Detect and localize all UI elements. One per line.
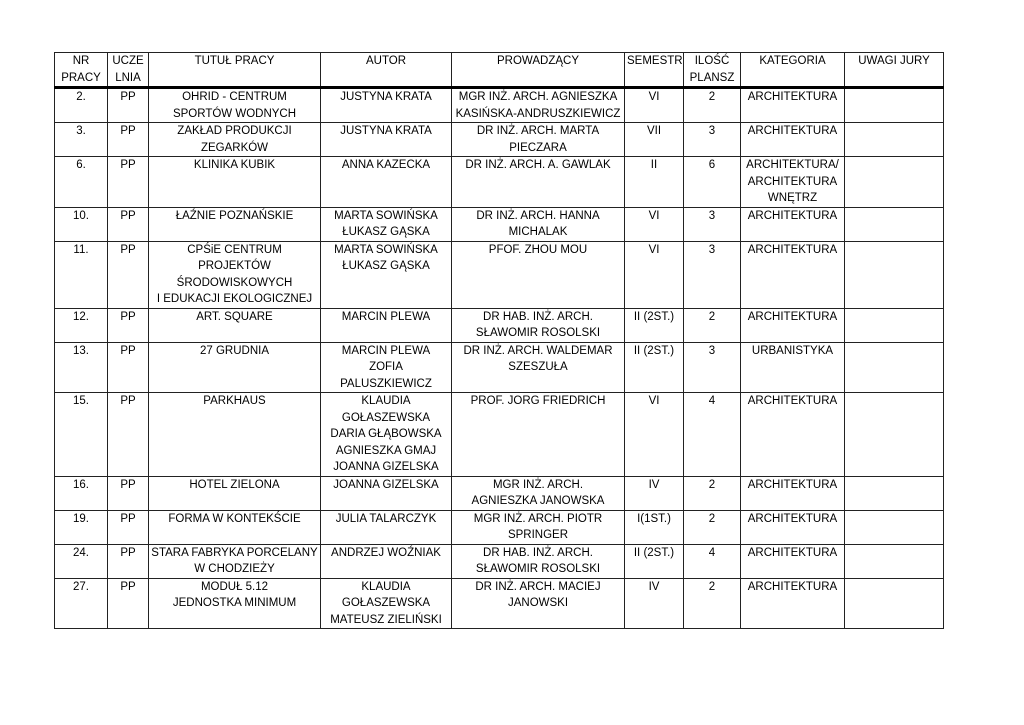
table-row	[55, 510, 944, 544]
cell-text-line: W CHODZIEŻY	[194, 563, 275, 575]
header-text: NR	[72, 55, 90, 67]
cell-uwagi	[845, 308, 944, 342]
cell-text-line: PALUSZKIEWICZ	[340, 377, 432, 390]
cell-text-line: PROJEKTÓW	[198, 260, 271, 272]
header-autor	[321, 53, 452, 88]
cell-text-line: PIECZARA	[509, 141, 567, 154]
cell-text-line: I EDUKACJI EKOLOGICZNEJ	[156, 293, 313, 305]
cell-nr: 24.	[55, 544, 108, 578]
cell-uczelnia: PP	[108, 241, 149, 308]
cell-text-line: GOŁASZEWSKA	[341, 411, 431, 424]
cell-text-line: PFOF. ZHOU MOU	[488, 243, 588, 256]
cell-text-line: ARCHITEKTURA	[747, 243, 838, 256]
header-text: UCZE	[112, 55, 144, 67]
cell-text-line: GOŁASZEWSKA	[341, 597, 431, 609]
cell-tytul	[149, 88, 321, 123]
cell-prowadzacy	[452, 578, 625, 629]
cell-uwagi	[845, 544, 944, 578]
cell-semestr: VII	[625, 123, 684, 157]
cell-text-line: AGNIESZKA GMAJ	[335, 444, 437, 457]
cell-kategoria	[741, 476, 845, 510]
header-text: AUTOR	[365, 55, 407, 67]
cell-kategoria	[741, 88, 845, 123]
cell-text-line: ŁUKASZ GĄSKA	[342, 226, 430, 238]
cell-ilosc: 2	[684, 476, 741, 510]
cell-autor	[321, 308, 452, 342]
cell-text-line: DR INŻ. ARCH. WALDEMAR	[463, 344, 613, 357]
table-row	[55, 308, 944, 342]
cell-text-line: SZESZUŁA	[508, 361, 568, 373]
cell-tytul	[149, 544, 321, 578]
cell-prowadzacy	[452, 88, 625, 123]
cell-text-line: ZEGARKÓW	[200, 141, 269, 154]
cell-uczelnia: PP	[108, 123, 149, 157]
table-row	[55, 342, 944, 393]
cell-ilosc: 6	[684, 157, 741, 208]
cell-tytul	[149, 157, 321, 208]
cell-nr: 11.	[55, 241, 108, 308]
cell-text-line: SPRINGER	[507, 529, 569, 541]
cell-text-line: ARCHITEKTURA	[747, 546, 838, 559]
cell-ilosc: 3	[684, 207, 741, 241]
cell-nr: 13.	[55, 342, 108, 393]
cell-text-line: FORMA W KONTEKŚCIE	[168, 512, 301, 525]
cell-kategoria	[741, 544, 845, 578]
cell-uwagi	[845, 393, 944, 477]
cell-text-line: ANDRZEJ WOŹNIAK	[331, 546, 441, 559]
table-body	[55, 88, 944, 629]
cell-text-line: DR INŻ. ARCH. MARTA	[476, 125, 600, 137]
cell-text-line: JOANNA GIZELSKA	[333, 461, 439, 473]
cell-semestr: VI	[625, 241, 684, 308]
cell-nr: 2.	[55, 88, 108, 123]
cell-text-line: MATEUSZ ZIELIŃSKI	[330, 613, 442, 626]
cell-tytul	[149, 510, 321, 544]
header-uczelnia	[108, 53, 149, 88]
cell-autor	[321, 157, 452, 208]
cell-uwagi	[845, 207, 944, 241]
cell-prowadzacy	[452, 123, 625, 157]
cell-nr: 10.	[55, 207, 108, 241]
cell-text-line: ARCHITEKTURA	[747, 91, 838, 103]
header-kategoria	[741, 53, 845, 88]
cell-text-line: ANNA KAZECKA	[341, 159, 431, 171]
cell-prowadzacy	[452, 393, 625, 477]
cell-kategoria	[741, 157, 845, 208]
cell-uczelnia: PP	[108, 157, 149, 208]
cell-text-line: DR HAB. INŻ. ARCH.	[483, 310, 593, 323]
table-row	[55, 123, 944, 157]
cell-tytul	[149, 342, 321, 393]
cell-tytul	[149, 393, 321, 477]
cell-text-line: DARIA GŁĄBOWSKA	[330, 428, 442, 440]
header-text: PROWADZĄCY	[497, 55, 579, 67]
cell-semestr: II (2ST.)	[625, 544, 684, 578]
cell-uczelnia: PP	[108, 578, 149, 629]
header-text: ILOŚĆ	[694, 55, 730, 67]
cell-text-line: ARCHITEKTURA	[747, 125, 838, 137]
cell-semestr: VI	[625, 88, 684, 123]
header-semestr	[625, 53, 684, 88]
cell-semestr: II	[625, 157, 684, 208]
cell-prowadzacy	[452, 476, 625, 510]
cell-uczelnia: PP	[108, 207, 149, 241]
cell-text-line: ŁUKASZ GĄSKA	[342, 260, 430, 272]
cell-autor	[321, 578, 452, 629]
cell-prowadzacy	[452, 241, 625, 308]
cell-text-line: MARCIN PLEWA	[341, 344, 431, 357]
cell-tytul	[149, 241, 321, 308]
cell-uwagi	[845, 578, 944, 629]
cell-prowadzacy	[452, 510, 625, 544]
cell-ilosc: 3	[684, 342, 741, 393]
cell-text-line: ARCHITEKTURA	[747, 209, 838, 222]
cell-text-line: OHRID - CENTRUM	[182, 91, 287, 103]
cell-text-line: JUSTYNA KRATA	[340, 125, 432, 137]
cell-text-line: MARCIN PLEWA	[341, 310, 431, 323]
header-text: PLANSZ	[689, 71, 735, 84]
cell-prowadzacy	[452, 342, 625, 393]
header-uwagi-jury	[845, 53, 944, 88]
cell-kategoria	[741, 393, 845, 477]
cell-text-line: ARCHITEKTURA	[747, 512, 838, 525]
cell-text-line: WNĘTRZ	[767, 192, 818, 204]
header-ilosc-plansz	[684, 53, 741, 88]
cell-semestr: II (2ST.)	[625, 308, 684, 342]
cell-text-line: MGR INŻ. ARCH. PIOTR	[473, 512, 603, 525]
cell-semestr: II (2ST.)	[625, 342, 684, 393]
cell-autor	[321, 342, 452, 393]
cell-text-line: CPŚiE CENTRUM	[187, 243, 282, 256]
cell-text-line: ARCHITEKTURA	[747, 175, 838, 188]
cell-text-line: ART. SQUARE	[196, 310, 273, 323]
header-row	[55, 53, 944, 88]
header-text: UWAGI JURY	[858, 55, 930, 67]
cell-ilosc: 3	[684, 241, 741, 308]
cell-text-line: ARCHITEKTURA	[747, 395, 838, 407]
header-text: PRACY	[61, 71, 101, 84]
table-row	[55, 476, 944, 510]
cell-prowadzacy	[452, 308, 625, 342]
cell-text-line: PROF. JORG FRIEDRICH	[470, 395, 606, 407]
cell-text-line: DR INŻ. ARCH. HANNA	[476, 209, 600, 222]
cell-text-line: MARTA SOWIŃSKA	[334, 243, 438, 256]
cell-kategoria	[741, 342, 845, 393]
cell-text-line: MGR INŻ. ARCH. AGNIESZKA	[458, 91, 618, 103]
cell-uwagi	[845, 123, 944, 157]
cell-autor	[321, 510, 452, 544]
cell-nr: 6.	[55, 157, 108, 208]
cell-tytul	[149, 578, 321, 629]
cell-kategoria	[741, 308, 845, 342]
cell-semestr: VI	[625, 393, 684, 477]
table-row	[55, 241, 944, 308]
header-tytul-pracy	[149, 53, 321, 88]
cell-uwagi	[845, 510, 944, 544]
table-row	[55, 157, 944, 208]
cell-text-line: MGR INŻ. ARCH.	[492, 478, 584, 491]
cell-ilosc: 3	[684, 123, 741, 157]
projects-table	[54, 52, 944, 629]
cell-text-line: MODUŁ 5.12	[200, 580, 269, 593]
cell-text-line: ARCHITEKTURA	[747, 478, 838, 491]
cell-text-line: DR HAB. INŻ. ARCH.	[483, 546, 593, 559]
cell-autor	[321, 544, 452, 578]
cell-text-line: ZOFIA	[369, 361, 403, 373]
cell-text-line: KLINIKA KUBIK	[193, 159, 276, 171]
cell-text-line: ARCHITEKTURA	[747, 580, 838, 593]
cell-uczelnia: PP	[108, 393, 149, 477]
cell-semestr: IV	[625, 578, 684, 629]
header-text: LNIA	[115, 71, 141, 84]
cell-uczelnia: PP	[108, 308, 149, 342]
cell-text-line: PARKHAUS	[203, 395, 266, 407]
cell-uwagi	[845, 342, 944, 393]
cell-ilosc: 2	[684, 578, 741, 629]
cell-nr: 12.	[55, 308, 108, 342]
cell-uwagi	[845, 88, 944, 123]
header-prowadzacy	[452, 53, 625, 88]
cell-text-line: JEDNOSTKA MINIMUM	[172, 597, 297, 609]
cell-nr: 19.	[55, 510, 108, 544]
table-row	[55, 207, 944, 241]
cell-text-line: JOANNA GIZELSKA	[333, 478, 439, 491]
cell-ilosc: 4	[684, 544, 741, 578]
cell-semestr: VI	[625, 207, 684, 241]
header-text: SEMESTR	[627, 55, 683, 67]
cell-autor	[321, 123, 452, 157]
cell-autor	[321, 207, 452, 241]
cell-ilosc: 2	[684, 308, 741, 342]
cell-text-line: URBANISTYKA	[751, 344, 834, 357]
cell-text-line: JULIA TALARCZYK	[335, 512, 437, 525]
cell-prowadzacy	[452, 207, 625, 241]
cell-kategoria	[741, 207, 845, 241]
cell-text-line: MARTA SOWIŃSKA	[334, 209, 438, 222]
cell-ilosc: 4	[684, 393, 741, 477]
cell-uwagi	[845, 241, 944, 308]
cell-uczelnia: PP	[108, 544, 149, 578]
cell-text-line: SŁAWOMIR ROSOLSKI	[475, 563, 601, 575]
cell-text-line: SŁAWOMIR ROSOLSKI	[475, 327, 601, 339]
cell-tytul	[149, 123, 321, 157]
cell-text-line: DR INŻ. ARCH. MACIEJ	[475, 580, 601, 593]
cell-nr: 27.	[55, 578, 108, 629]
cell-kategoria	[741, 510, 845, 544]
cell-text-line: ARCHITEKTURA/	[746, 159, 839, 171]
cell-autor	[321, 393, 452, 477]
cell-tytul	[149, 308, 321, 342]
cell-nr: 15.	[55, 393, 108, 477]
table-row	[55, 88, 944, 123]
cell-autor	[321, 241, 452, 308]
cell-semestr: IV	[625, 476, 684, 510]
cell-autor	[321, 88, 452, 123]
cell-text-line: AGNIESZKA JANOWSKA	[471, 495, 605, 507]
cell-prowadzacy	[452, 157, 625, 208]
cell-tytul	[149, 476, 321, 510]
cell-text-line: ARCHITEKTURA	[747, 310, 838, 323]
cell-text-line: KASIŃSKA-ANDRUSZKIEWICZ	[455, 107, 621, 120]
cell-kategoria	[741, 241, 845, 308]
cell-uczelnia: PP	[108, 342, 149, 393]
cell-text-line: KLAUDIA	[361, 395, 411, 407]
cell-kategoria	[741, 578, 845, 629]
cell-text-line: 27 GRUDNIA	[199, 344, 270, 357]
cell-uczelnia: PP	[108, 476, 149, 510]
cell-text-line: STARA FABRYKA PORCELANY	[151, 546, 318, 559]
header-nr-pracy	[55, 53, 108, 88]
cell-text-line: HOTEL ZIELONA	[189, 478, 280, 491]
cell-tytul	[149, 207, 321, 241]
cell-semestr: I(1ST.)	[625, 510, 684, 544]
cell-text-line: SPORTÓW WODNYCH	[172, 107, 297, 120]
cell-uczelnia: PP	[108, 510, 149, 544]
cell-nr: 16.	[55, 476, 108, 510]
table-row	[55, 393, 944, 477]
cell-text-line: ŚRODOWISKOWYCH	[176, 276, 293, 289]
cell-ilosc: 2	[684, 88, 741, 123]
cell-nr: 3.	[55, 123, 108, 157]
table-row	[55, 578, 944, 629]
cell-text-line: JUSTYNA KRATA	[340, 91, 432, 103]
cell-uczelnia: PP	[108, 88, 149, 123]
cell-text-line: MICHALAK	[508, 226, 568, 238]
cell-autor	[321, 476, 452, 510]
cell-text-line: ŁAŹNIE POZNAŃSKIE	[175, 209, 294, 222]
cell-text-line: JANOWSKI	[507, 597, 569, 609]
cell-text-line: ZAKŁAD PRODUKCJI	[177, 125, 292, 137]
header-text: KATEGORIA	[759, 55, 826, 67]
cell-text-line: KLAUDIA	[361, 580, 411, 593]
cell-uwagi	[845, 157, 944, 208]
cell-prowadzacy	[452, 544, 625, 578]
header-text: TUTUŁ PRACY	[194, 55, 275, 67]
cell-ilosc: 2	[684, 510, 741, 544]
cell-uwagi	[845, 476, 944, 510]
cell-kategoria	[741, 123, 845, 157]
cell-text-line: DR INŻ. ARCH. A. GAWLAK	[465, 159, 611, 171]
table-row	[55, 544, 944, 578]
